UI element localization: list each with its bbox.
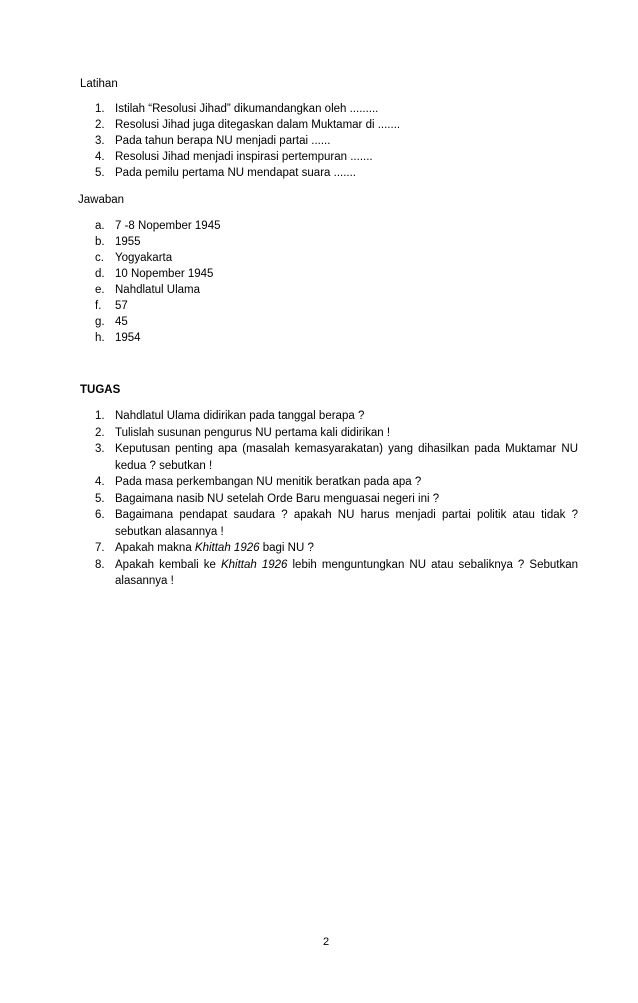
item-text: Keputusan penting apa (masalah kemasyarakatan) yang dihasilkan pada Muktamar NU kedua ? sebutkan !: [115, 443, 578, 472]
list-item: [0, 425, 578, 442]
item-text: Pada pemilu pertama NU mendapat suara .......: [115, 167, 356, 179]
item-text: 10 Nopember 1945: [115, 268, 214, 280]
item-text: 1954: [115, 332, 141, 344]
list-item: [0, 314, 220, 330]
list-item: [0, 491, 578, 508]
item-text: Yogyakarta: [115, 252, 173, 264]
jawaban-list: [0, 218, 220, 346]
list-item: [0, 250, 220, 266]
list-item: [0, 557, 578, 590]
list-item: [0, 149, 400, 165]
list-item: [0, 408, 578, 425]
item-text: Pada tahun berapa NU menjadi partai ......: [115, 135, 331, 147]
item-text: Istilah “Resolusi Jihad” dikumandangkan oleh .........: [115, 103, 379, 115]
item-text: Tulislah susunan pengurus NU pertama kali didirikan !: [115, 426, 391, 439]
item-text: Nahdlatul Ulama: [115, 284, 201, 296]
list-item: [0, 507, 578, 540]
item-text: 7 -8 Nopember 1945: [115, 220, 221, 232]
list-item: [0, 117, 400, 133]
item-letter: f.: [95, 300, 102, 312]
list-item: [0, 133, 400, 149]
jawaban-heading: Jawaban: [78, 194, 125, 206]
list-item: [0, 165, 400, 181]
item-text-after: lebih menguntungkan NU atau sebaliknya ? Sebutkan alasannya !: [115, 558, 578, 587]
item-letter: h.: [95, 332, 105, 344]
item-number: 3.: [95, 135, 105, 147]
list-item: [0, 218, 220, 234]
item-text-before: Apakah kembali ke: [115, 558, 221, 571]
item-number: 1.: [95, 410, 105, 422]
item-text: Resolusi Jihad juga ditegaskan dalam Muktamar di .......: [115, 119, 401, 131]
list-item: [0, 441, 578, 474]
item-number: 6.: [95, 509, 105, 521]
item-number: 4.: [95, 476, 105, 488]
item-number: 3.: [95, 443, 105, 455]
list-item: [0, 474, 578, 491]
item-number: 5.: [95, 167, 105, 179]
item-number: 1.: [95, 103, 105, 115]
item-number: 8.: [95, 558, 105, 571]
item-letter: e.: [95, 284, 105, 296]
item-text: 45: [115, 316, 128, 328]
list-item: [0, 266, 220, 282]
item-text-after: bagi NU ?: [259, 542, 314, 554]
item-text: Bagaimana pendapat saudara ? apakah NU harus menjadi partai politik atau tidak ? sebutkan alasannya !: [115, 509, 578, 538]
item-number: 5.: [95, 492, 105, 505]
page-number: 2: [322, 936, 330, 948]
list-item: [0, 234, 220, 250]
tugas-list: [0, 408, 578, 590]
list-item: [0, 298, 220, 314]
item-text-before: Apakah makna: [115, 542, 195, 554]
item-number: 2.: [95, 426, 105, 439]
latihan-heading: Latihan: [80, 78, 118, 90]
item-text: 1955: [115, 236, 141, 248]
item-text-italic: Khittah 1926: [220, 558, 288, 571]
item-text: Pada masa perkembangan NU menitik beratkan pada apa ?: [115, 476, 422, 488]
list-item: [0, 540, 578, 557]
list-item: [0, 282, 220, 298]
item-number: 4.: [95, 151, 105, 163]
list-item: [0, 101, 400, 117]
item-text: 57: [115, 300, 128, 312]
item-text: Resolusi Jihad menjadi inspirasi pertempuran .......: [115, 151, 373, 163]
item-text: Nahdlatul Ulama didirikan pada tanggal berapa ?: [115, 410, 365, 422]
item-letter: b.: [95, 236, 105, 248]
item-letter: c.: [95, 252, 104, 264]
tugas-heading: TUGAS: [80, 384, 121, 396]
item-text: Bagaimana nasib NU setelah Orde Baru menguasai negeri ini ?: [115, 492, 440, 505]
item-text-italic: Khittah 1926: [194, 542, 260, 554]
item-number: 2.: [95, 119, 105, 131]
latihan-list: [0, 101, 400, 181]
item-letter: g.: [95, 316, 105, 328]
item-letter: d.: [95, 268, 105, 280]
list-item: [0, 330, 220, 346]
item-letter: a.: [95, 220, 105, 232]
item-number: 7.: [95, 542, 105, 554]
